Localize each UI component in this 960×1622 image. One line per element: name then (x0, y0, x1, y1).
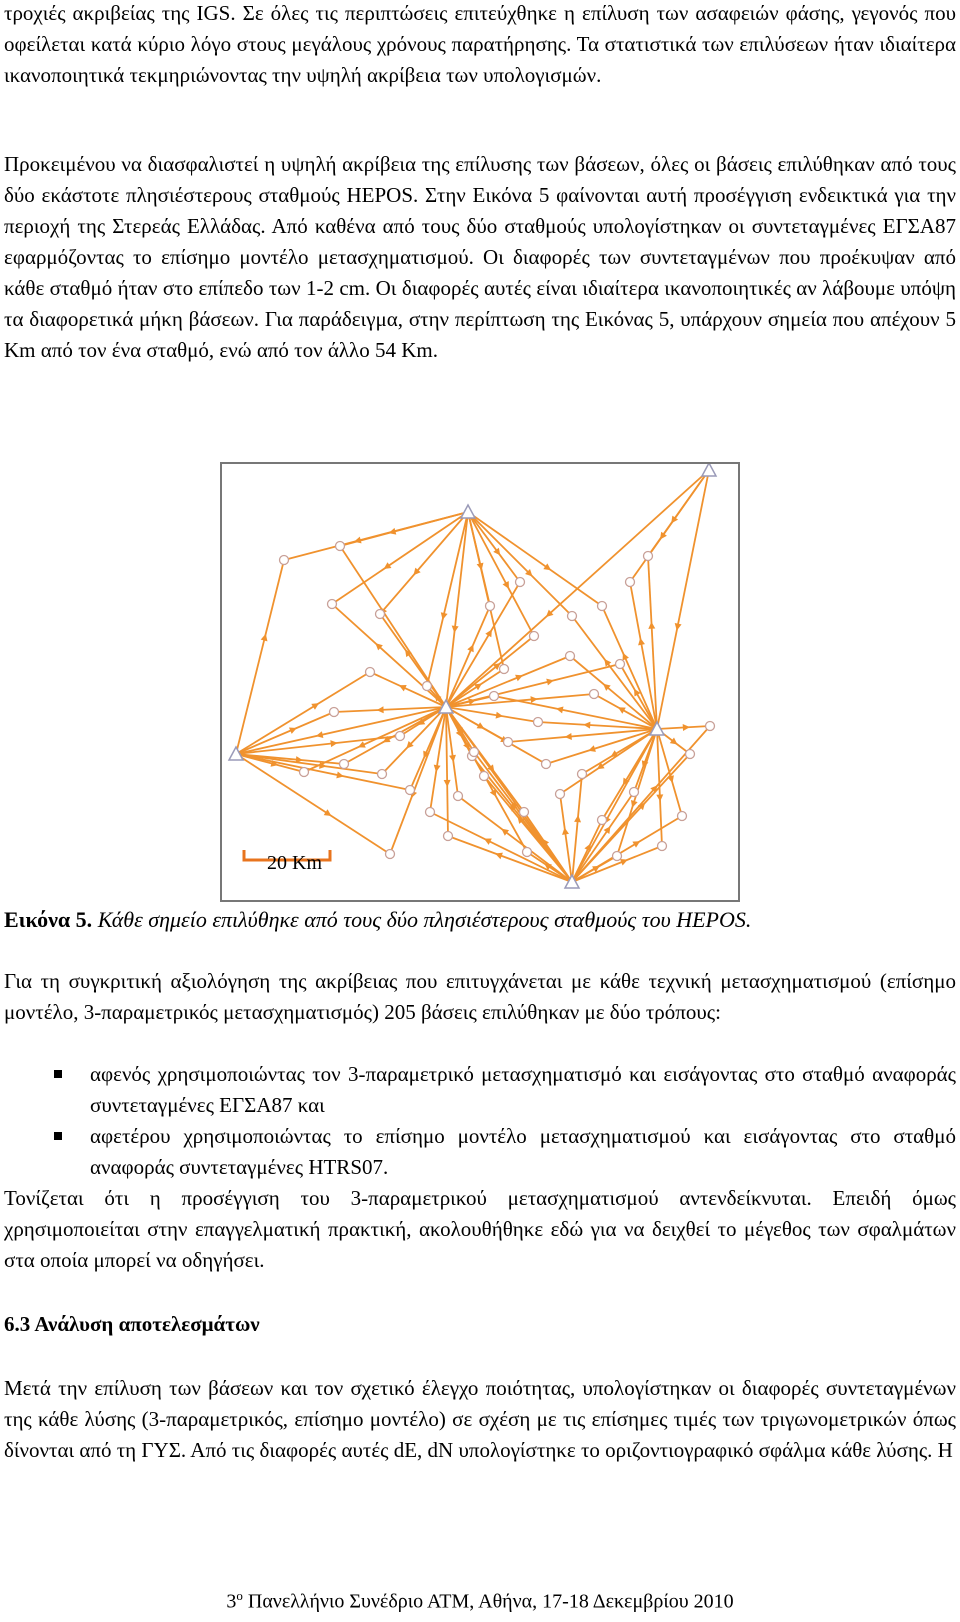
hepos-station-marker (461, 505, 475, 518)
survey-point-marker (500, 665, 509, 674)
baseline-arrow (444, 780, 451, 787)
baseline-arrow (482, 835, 491, 844)
baseline-arrow (683, 724, 690, 731)
survey-point-marker (626, 578, 635, 587)
baseline-line (446, 694, 594, 707)
page-footer: $3^o$ Πανελλήνιο Συνέδριο ΑΤΜ, Αθήνα, 17-18 Δεκεμβρίου 2010 (226, 1588, 734, 1613)
baseline-arrow (629, 800, 638, 809)
survey-point-marker (376, 610, 385, 619)
baseline-arrow (485, 628, 495, 638)
list-item: αφετέρου χρησιμοποιώντας το επίσημο μοντέλο μετασχηματισμού και εισάγοντας στο σταθμό αναφοράς συντεταγμένες HTRS07. (4, 1121, 956, 1183)
baseline-arrow (587, 745, 596, 754)
survey-point-marker (598, 602, 607, 611)
figure-network-map (220, 462, 740, 902)
survey-point-marker (386, 850, 395, 859)
baseline-line (430, 812, 572, 882)
baseline-arrow (289, 725, 298, 734)
baseline-arrow (451, 626, 459, 634)
baseline-arrow (583, 721, 590, 728)
baseline-arrow (397, 682, 406, 691)
baseline-arrow (632, 838, 642, 848)
baseline-line (427, 512, 468, 686)
survey-point-marker (566, 652, 575, 661)
figure-caption-label: Εικόνα 5. (4, 907, 93, 932)
baseline-arrow (616, 704, 626, 714)
figure-caption (4, 905, 751, 935)
baseline-line (236, 560, 284, 754)
survey-point-marker (530, 632, 539, 641)
bullet-square-icon (54, 1132, 62, 1140)
survey-point-marker (556, 790, 565, 799)
baseline-arrow (357, 741, 366, 750)
survey-point-marker (590, 690, 599, 699)
survey-point-marker (426, 808, 435, 817)
baseline-line (572, 792, 634, 882)
hepos-station-marker (702, 464, 716, 476)
baseline-arrow (467, 643, 476, 652)
paragraph-note: Τονίζεται ότι η προσέγγιση του 3-παραμετρικού μετασχηματισμού αντενδείκνυται. Επειδή όμως χρησιμοποιείται στην επαγγελματική πρακτική, ακολουθήθηκε εδώ για να δειχθεί το μέγεθος των σφαλμάτων στα οποία μπορεί να οδηγήσει. (4, 1186, 956, 1272)
survey-point-marker (568, 612, 577, 621)
survey-point-marker (490, 692, 499, 701)
survey-point-marker (644, 552, 653, 561)
baseline-arrow (382, 562, 392, 572)
baseline-arrow (564, 733, 572, 741)
survey-point-marker (280, 556, 289, 565)
paragraph-results: Μετά την επίλυση των βάσεων και τον σχετικό έλεγχο ποιότητας, υπολογίστηκαν οι διαφορές συντεταγμένων της κάθε λύσης (3-παραμετρικός, επίσημο μοντέλο) σε σχέση με τις επίσημες τιμές των τριγωνομετρικών όπως δίνονται από τη ΓΥΣ. Από τις διαφορές αυτές dE, dN υπολογίστηκε το οριζοντιογραφικό σφάλμα κάθε λύσης. Η (4, 1376, 956, 1462)
survey-point-marker (616, 660, 625, 669)
survey-point-marker (480, 772, 489, 781)
survey-point-marker (516, 578, 525, 587)
survey-point-marker (378, 770, 387, 779)
survey-point-marker (523, 848, 532, 857)
baseline-line (340, 512, 468, 546)
list-item: αφενός χρησιμοποιώντας τον 3-παραμετρικό μετασχηματισμό και εισάγοντας στο σταθμό αναφοράς συντεταγμένες ΕΓΣΑ87 και (4, 1059, 956, 1121)
survey-point-marker (613, 852, 622, 861)
baseline-arrow (324, 809, 334, 819)
baseline-arrow (530, 695, 538, 703)
survey-point-marker (686, 750, 695, 759)
baseline-arrow (311, 700, 321, 710)
bullet-square-icon (54, 1070, 62, 1078)
survey-point-marker (534, 718, 543, 727)
scale-bar-label: 20 Km (267, 852, 322, 874)
baseline-line (382, 707, 446, 774)
method-list (4, 1059, 956, 1183)
survey-point-marker (598, 816, 607, 825)
baseline-line (380, 614, 446, 707)
survey-point-marker (336, 542, 345, 551)
baseline-arrow (494, 850, 503, 859)
paragraph-comparison: Για τη συγκριτική αξιολόγηση της ακρίβειας που επιτυγχάνεται με κάθε τεχνική μετασχηματισμού (επίσημο μοντέλο, 3-παραμετρικός μετασχηματισμός) 205 βάσεις επιλύθηκαν με δύο τρόπους: (4, 969, 956, 1024)
figure-caption-text: Κάθε σημείο επιλύθηκε από τους δύο πλησιέστερους σταθμούς του HEPOS. (97, 907, 752, 932)
paragraph-intro: τροχιές ακριβείας της IGS. Σε όλες τις περιπτώσεις επιτεύχθηκε η επίλυση των ασαφειών φάσης, γεγονός που οφείλεται κατά κύριο λόγο στους μεγάλους χρόνους παρατήρησης. Τα στατιστικά των επιλύσεων ήταν ιδιαίτερα ικανοποιητικά τεκμηριώνοντας την υψηλή ακρίβεια των υπολογισμών. (4, 1, 956, 87)
baseline-arrow (561, 827, 569, 835)
baseline-line (446, 707, 572, 882)
survey-point-marker (486, 602, 495, 611)
baseline-line (446, 707, 448, 836)
baseline-line (236, 754, 390, 854)
baseline-line (236, 707, 446, 754)
baseline-arrow (449, 755, 457, 763)
survey-point-marker (444, 832, 453, 841)
baseline-arrow (503, 581, 512, 590)
baseline-arrow (330, 739, 338, 747)
survey-point-marker (330, 708, 339, 717)
survey-point-marker (340, 760, 349, 769)
baseline-arrow (376, 706, 383, 713)
baseline-line (236, 712, 334, 754)
survey-point-marker (366, 668, 375, 677)
survey-point-marker (328, 600, 337, 609)
paragraph-base-resolution: Προκειμένου να διασφαλιστεί η υψηλή ακρίβεια της επίλυσης των βάσεων, όλες οι βάσεις επιλύθηκαν από τους δύο εκάστοτε πλησιέστερους σταθμούς HEPOS. Στην Εικόνα 5 φαίνονται αυτή προσέγγιση ενδεικτικά για την περιοχή της Στερεάς Ελλάδας. Από καθένα από τους δύο σταθμούς υπολογίστηκαν οι συντεταγμένες ΕΓΣΑ87 εφαρμόζοντας το επίσημο μοντέλο μετασχηματισμού. Οι διαφορές των συντεταγμένων που προέκυψαν από κάθε σταθμό ήταν στο επίπεδο των 1-2 cm. Οι διαφορές αυτές είναι ιδιαίτερα ικανοποιητικές αν λάβουμε υπόψη τα διαφορετικά μήκη βάσεων. Για παράδειγμα, στην περίπτωση της Εικόνας 5, υπάρχουν σημεία που απέχουν 5 Km από τον ένα σταθμό, ενώ από τον άλλο 54 Km. (4, 152, 956, 362)
survey-point-marker (578, 770, 587, 779)
baseline-line (468, 512, 602, 606)
baseline-arrow (515, 672, 524, 681)
section-heading: 6.3 Ανάλυση αποτελεσμάτων (4, 1312, 260, 1336)
baseline-line (468, 512, 572, 616)
baseline-line (570, 656, 657, 729)
baseline-line (430, 707, 446, 812)
survey-point-marker (678, 812, 687, 821)
baseline-arrow (574, 815, 582, 823)
baseline-arrow (656, 794, 663, 801)
survey-point-marker (658, 842, 667, 851)
network-diagram (222, 464, 738, 900)
survey-point-marker (520, 808, 529, 817)
survey-point-marker (504, 738, 513, 747)
survey-point-marker (470, 748, 479, 757)
survey-point-marker (630, 788, 639, 797)
survey-point-marker (300, 768, 309, 777)
baseline-line (446, 512, 468, 707)
survey-point-marker (423, 682, 432, 691)
survey-point-marker (542, 760, 551, 769)
baseline-line (468, 512, 534, 636)
baseline-arrow (648, 622, 655, 629)
survey-point-marker (706, 722, 715, 731)
survey-point-marker (454, 792, 463, 801)
survey-point-marker (396, 732, 405, 741)
survey-point-marker (406, 786, 415, 795)
